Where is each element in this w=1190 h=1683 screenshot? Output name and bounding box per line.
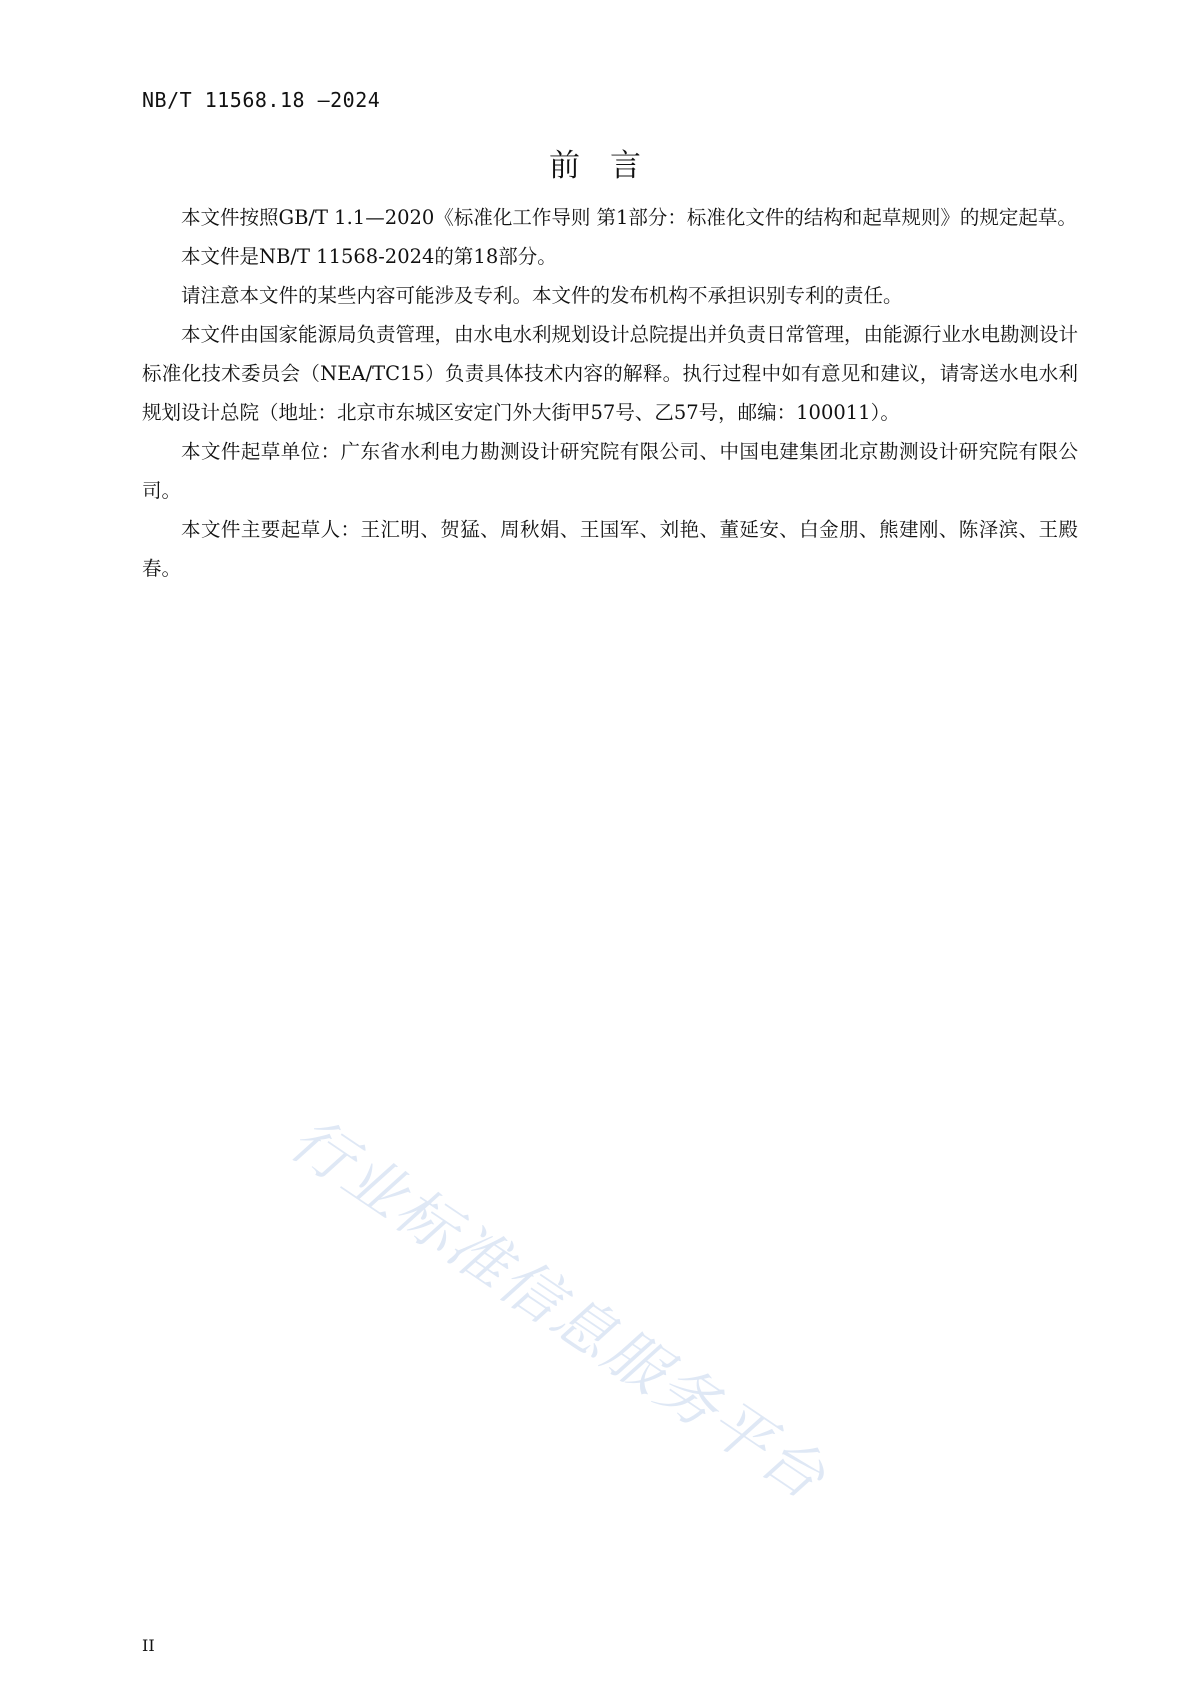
paragraph-drafting-rules: 本文件按照GB/T 1.1—2020《标准化工作导则 第1部分：标准化文件的结构和起草规则》的规定起草。 [181,206,1077,229]
page-number: II [142,1636,155,1655]
paragraph-management: 本文件由国家能源局负责管理，由水电水利规划设计总院提出并负责日常管理，由能源行业水电勘测设计标准化技术委员会（NEA/TC15）负责具体技术内容的解释。执行过程中如有意见和建议，请寄送水电水利规划设计总院（地址：北京市东城区安定门外大街甲57号、乙57号，邮编：100011）。 [142,323,1079,424]
watermark-text: 行业标准信息服务平台 [277,1104,840,1515]
standard-code-header: NB/T 11568.18 —2024 [142,88,381,112]
paragraph-drafting-units: 本文件起草单位：广东省水利电力勘测设计研究院有限公司、中国电建集团北京勘测设计研究院有限公司。 [142,440,1078,502]
page-title: 前言 [549,148,671,184]
paragraph-part-number: 本文件是NB/T 11568-2024的第18部分。 [181,245,557,268]
paragraph-drafters: 本文件主要起草人：王汇明、贺猛、周秋娟、王国军、刘艳、董延安、白金朋、熊建刚、陈泽滨、王殿春。 [142,518,1078,580]
paragraph-patent-notice: 请注意本文件的某些内容可能涉及专利。本文件的发布机构不承担识别专利的责任。 [181,284,903,307]
document-body [142,198,1078,588]
